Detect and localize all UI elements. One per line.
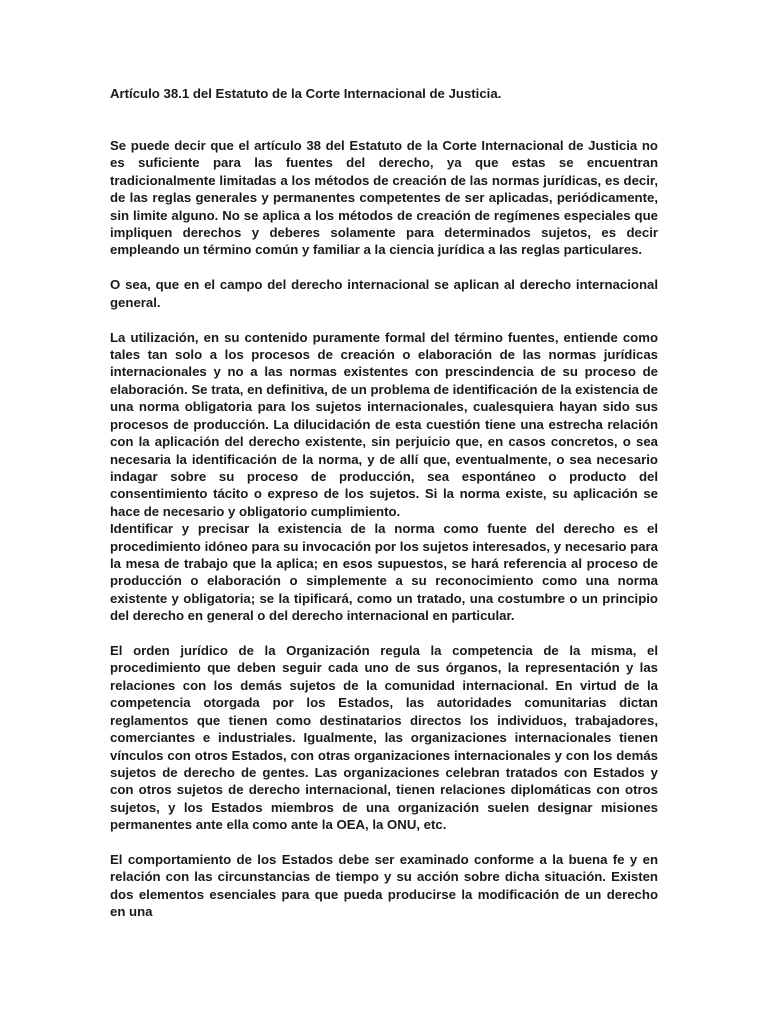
paragraph-3: La utilización, en su contenido puramente formal del término fuentes, entiende como tales tan solo a los procesos de creación o elaboración de las normas jurídicas internacionales y no a las normas existentes con prescindencia de su proceso de elaboración. Se trata, en definitiva, de un problema de identificación de la existencia de una norma obligatoria para los sujetos internacionales, cualesquiera hayan sido sus procesos de producción. La dilucidación de esta cuestión tiene una estrecha relación con la aplicación del derecho existente, sin perjuicio que, en casos concretos, o sea necesaria la identificación de la norma, y de allí que, eventualmente, o sea necesario indagar sobre su proceso de producción, sea espontáneo o producto del consentimiento tácito o expreso de los sujetos. Si la norma existe, su aplicación se hace de necesario y obligatorio cumplimiento. (110, 329, 658, 519)
document-title: Artículo 38.1 del Estatuto de la Corte Internacional de Justicia. (110, 86, 502, 101)
paragraph-2: O sea, que en el campo del derecho internacional se aplican al derecho internacional general. (110, 277, 658, 310)
paragraph-5: El orden jurídico de la Organización regula la competencia de la misma, el procedimiento que deben seguir cada uno de sus órganos, la representación y las relaciones con los demás sujetos de la comunidad internacional. En virtud de la competencia otorgada por los Estados, las autoridades comunitarias dictan reglamentos que tienen como destinatarios directos los individuos, trabajadores, comerciantes e industriales. Igualmente, las organizaciones internacionales tienen vínculos con otros Estados, con otras organizaciones internacionales y con los demás sujetos de derecho de gentes. Las organizaciones celebran tratados con Estados y con otros sujetos de derecho internacional, tienen relaciones diplomáticas con otros sujetos, y los Estados miembros de una organización suelen designar misiones permanentes ante ella como ante la OEA, la ONU, etc. (110, 643, 658, 833)
paragraph-6: El comportamiento de los Estados debe ser examinado conforme a la buena fe y en relación con las circunstancias de tiempo y su acción sobre dicha situación. Existen dos elementos esenciales para que pueda producirse la modificación de un derecho en una (110, 852, 658, 920)
paragraph-1: Se puede decir que el artículo 38 del Estatuto de la Corte Internacional de Justicia no es suficiente para las fuentes del derecho, ya que estas se encuentran tradicionalmente limitadas a los métodos de creación de las normas jurídicas, es decir, de las reglas generales y permanentes competentes de ser aplicadas, periódicamente, sin limite alguno. No se aplica a los métodos de creación de regímenes especiales que impliquen derechos y deberes solamente para determinados sujetos, es decir empleando un término común y familiar a la ciencia jurídica a las reglas particulares. (110, 138, 658, 258)
paragraph-4: Identificar y precisar la existencia de la norma como fuente del derecho es el procedimiento idóneo para su invocación por los sujetos interesados, y necesario para la mesa de trabajo que la aplica; en esos supuestos, se hará referencia al proceso de producción o elaboración o simplemente a su reconocimiento como una norma existente y obligatoria; se la tipificará, como un tratado, una costumbre o un principio del derecho en general o del derecho internacional en particular. (110, 521, 658, 624)
